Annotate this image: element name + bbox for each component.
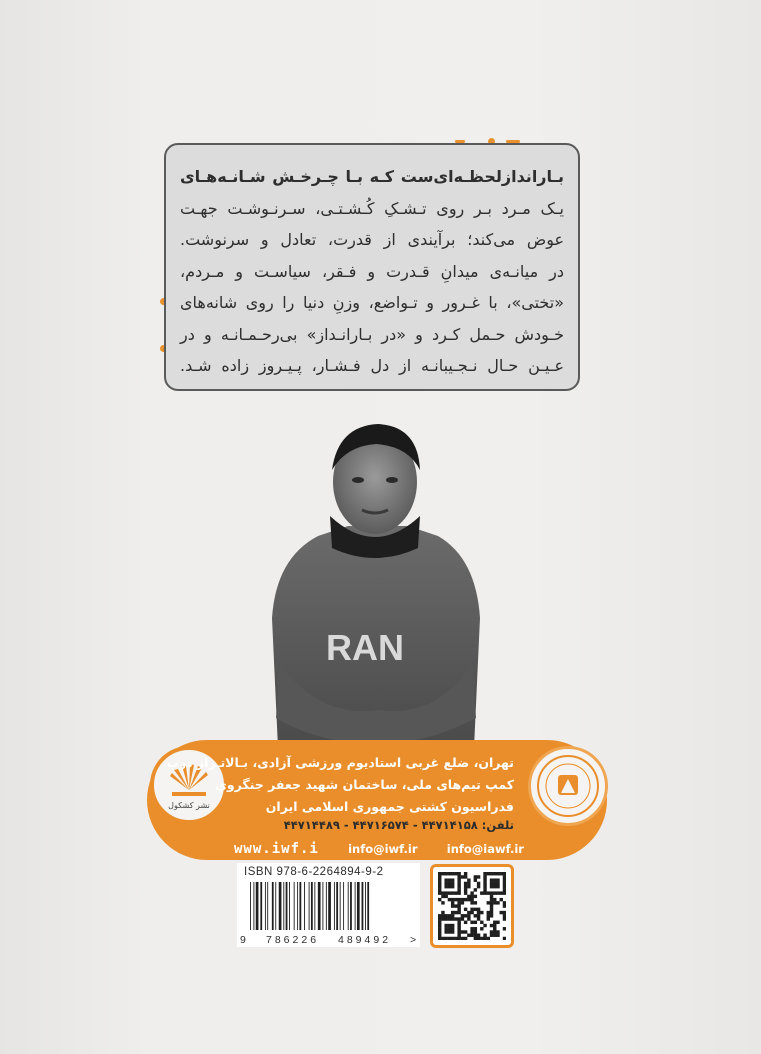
qr-module [451,937,454,940]
qr-module [480,921,483,924]
qr-module [500,911,503,914]
qr-module [470,934,473,937]
qr-module [483,885,486,888]
barcode-bar [336,882,338,930]
qr-module [438,872,441,875]
barcode-bar [348,882,349,930]
qr-module [448,885,451,888]
qr-module [461,914,464,917]
publisher-logo-text: نشر کشکول [168,801,210,810]
barcode-bar [328,882,331,930]
qr-module [470,921,473,924]
barcode-bar [250,882,251,930]
barcode-bar [256,882,259,930]
qr-module [441,937,444,940]
qr-module [493,921,496,924]
qr-module [493,885,496,888]
qr-module [448,882,451,885]
qr-module [441,891,444,894]
qr-module [457,891,460,894]
qr-module [444,927,447,930]
qr-module [490,872,493,875]
qr-module [457,921,460,924]
barcode-bar [283,882,284,930]
qr-module [487,937,490,940]
qr-module [490,908,493,911]
qr-module [457,924,460,927]
barcode-bar [311,882,313,930]
qr-module [454,872,457,875]
qr-module [444,937,447,940]
qr-module [470,891,473,894]
qr-module [457,927,460,930]
blurb-box [164,143,580,391]
qr-code[interactable] [438,872,506,940]
barcode-bar [318,882,321,930]
barcode-bar [350,882,352,930]
qr-module [503,885,506,888]
qr-module [490,895,493,898]
qr-module [503,891,506,894]
qr-module [490,904,493,907]
qr-module [444,872,447,875]
qr-module [490,898,493,901]
qr-module [487,917,490,920]
qr-module [444,882,447,885]
qr-module [454,904,457,907]
qr-module [461,898,464,901]
federation-seal [528,746,608,826]
qr-module [490,930,493,933]
qr-module [448,930,451,933]
qr-module [496,882,499,885]
qr-module [474,927,477,930]
isbn-label: ISBN 978-6-2264894-9-2 [244,866,384,878]
qr-module [496,872,499,875]
qr-module [503,872,506,875]
qr-module [454,898,457,901]
qr-module [461,930,464,933]
qr-module [448,891,451,894]
qr-module [493,898,496,901]
qr-module [493,901,496,904]
qr-module [438,898,441,901]
qr-module [461,937,464,940]
qr-module [500,898,503,901]
qr-module [493,882,496,885]
qr-module [451,878,454,881]
qr-module [493,924,496,927]
qr-module [444,891,447,894]
qr-module [438,878,441,881]
qr-module [457,875,460,878]
blurb-line-6: خـودش حـمل کـرد و «در بـارانـداز» بی‌رحـمـانـه و در [180,324,564,344]
blurb-line-1: بـاراندازلحظـه‌ای‌ست کـه بـا چـرخـش شـانـه‌هـای [180,167,564,186]
barcode-bar [294,882,295,930]
qr-module [490,911,493,914]
qr-module [483,872,486,875]
qr-module [467,895,470,898]
qr-module [474,901,477,904]
qr-module [454,911,457,914]
qr-module [474,914,477,917]
qr-module [496,930,499,933]
qr-module [451,885,454,888]
qr-module [464,891,467,894]
qr-module [467,882,470,885]
qr-module [470,898,473,901]
qr-module [470,911,473,914]
blurb-line-7: عـیـن حـال نـجـیبانـه از دل فـشـار، پـیـروز زاده شـد. [180,356,564,375]
barcode-bar [297,882,298,930]
qr-module [454,937,457,940]
qr-module [438,921,441,924]
qr-module [444,914,447,917]
qr-module [444,930,447,933]
qr-module [477,937,480,940]
qr-module [457,930,460,933]
qr-module [451,917,454,920]
qr-module [444,878,447,881]
qr-module [470,908,473,911]
qr-module [474,934,477,937]
qr-module [496,934,499,937]
qr-module [438,891,441,894]
barcode-bar [279,882,282,930]
qr-module [461,875,464,878]
qr-module [496,878,499,881]
qr-module [477,885,480,888]
qr-module [493,930,496,933]
qr-module [467,914,470,917]
qr-module [457,904,460,907]
qr-module [487,891,490,894]
qr-module [464,888,467,891]
qr-module [503,917,506,920]
publisher-email-1[interactable]: info@iwf.ir [348,842,418,856]
qr-module [438,882,441,885]
qr-module [444,924,447,927]
qr-module [464,908,467,911]
qr-module [464,930,467,933]
qr-module [503,927,506,930]
barcode-bar [314,882,315,930]
address-line-1: تهران، ضلع غربی استادیوم ورزشی آزادی، بـالاتـراز درب [166,755,514,770]
qr-module [448,898,451,901]
barcode-bar [309,882,310,930]
qr-module [483,924,486,927]
qr-module [490,924,493,927]
barcode-bar [365,882,366,930]
barcode-bar [253,882,254,930]
qr-module [464,882,467,885]
qr-module [470,895,473,898]
qr-module [457,937,460,940]
barcode-bar [357,882,360,930]
qr-module [500,872,503,875]
qr-module [441,911,444,914]
qr-module [448,937,451,940]
qr-module [438,934,441,937]
qr-module [448,927,451,930]
qr-module [441,901,444,904]
qr-module [490,878,493,881]
qr-module [438,875,441,878]
barcode-bar [334,882,335,930]
qr-module [461,917,464,920]
qr-module [448,924,451,927]
qr-module [454,891,457,894]
address-line-3: فدراسیون کشتی جمهوری اسلامی ایران [265,799,514,814]
qr-module [483,882,486,885]
qr-module [451,911,454,914]
qr-module [467,934,470,937]
qr-module [448,917,451,920]
qr-module [483,937,486,940]
qr-module [438,937,441,940]
address-line-2: کمپ تیم‌های ملی، ساختمان شهید جعفر جنگروی [215,777,514,792]
barcode-bar [265,882,266,930]
barcode-bar [304,882,305,930]
barcode-bar [340,882,341,930]
qr-module [467,878,470,881]
qr-module [470,930,473,933]
qr-module [500,891,503,894]
qr-module [457,888,460,891]
qr-module [451,914,454,917]
qr-module [441,917,444,920]
qr-module [496,921,499,924]
qr-module [454,917,457,920]
qr-module [487,914,490,917]
barcode-bar [272,882,274,930]
qr-module [503,875,506,878]
barcode-bar [326,882,327,930]
qr-module [457,885,460,888]
publisher-phone: تلفن: ۴۴۷۱۴۱۵۸ - ۴۴۷۱۶۵۷۴ - ۴۴۷۱۴۴۸۹ [283,818,514,832]
barcode-bar [355,882,356,930]
barcode-digits-right: 489492 [338,934,392,946]
qr-module [438,917,441,920]
qr-module [474,878,477,881]
qr-module [464,914,467,917]
qr-module [474,937,477,940]
qr-module [451,882,454,885]
blurb-line-4: در میانـه‌ی میدانِ قـدرت و فـقر، سیاسـت و مـردم، [180,261,564,281]
qr-module [490,914,493,917]
qr-module [441,872,444,875]
qr-module [477,914,480,917]
qr-module [483,934,486,937]
barcode-digits-left: 786226 [266,934,320,946]
qr-module [503,914,506,917]
qr-module [503,904,506,907]
qr-module [483,878,486,881]
barcode-bar [289,882,290,930]
qr-module [490,901,493,904]
barcode-bar [286,882,288,930]
qr-module [503,937,506,940]
qr-module [464,872,467,875]
qr-module [477,882,480,885]
qr-module [441,914,444,917]
publisher-email-2[interactable]: info@iawf.ir [446,842,524,856]
qr-module [464,898,467,901]
qr-module [444,895,447,898]
qr-module [493,878,496,881]
qr-module [480,927,483,930]
qr-module [490,885,493,888]
qr-module [493,927,496,930]
qr-module [474,895,477,898]
qr-module [457,872,460,875]
qr-module [464,875,467,878]
qr-module [448,914,451,917]
qr-module [438,885,441,888]
qr-module [461,901,464,904]
qr-module [457,878,460,881]
qr-module [490,882,493,885]
qr-module [451,891,454,894]
publisher-contacts [234,838,524,860]
qr-module [457,882,460,885]
qr-module [493,934,496,937]
qr-module [444,885,447,888]
publisher-website[interactable]: www.iwf.i [234,841,319,857]
qr-module [467,911,470,914]
blurb-line-2: یـک مـرد بـر روی تـشـکِ کُـشـتـی، سـرنـوشـت جهـت [180,198,564,218]
qr-module [503,878,506,881]
qr-module [480,891,483,894]
qr-module [487,901,490,904]
barcode-digit-end: > [410,934,417,946]
qr-module [448,872,451,875]
barcode-bar [275,882,276,930]
qr-module [451,927,454,930]
qr-module [474,921,477,924]
qr-module [451,930,454,933]
barcode-bar [362,882,364,930]
qr-module [464,921,467,924]
qr-module [483,891,486,894]
qr-module [457,911,460,914]
qr-module [451,898,454,901]
qr-module [477,934,480,937]
barcode-digit-lead: 9 [240,934,246,946]
qr-module [474,875,477,878]
qr-module [487,911,490,914]
qr-module [480,937,483,940]
blurb-line-5: «تختی»، با غـرور و تـواضع، وزنِ دنیا را روی شانه‌های [180,293,564,312]
qr-module [438,914,441,917]
qr-module [496,885,499,888]
qr-module [438,924,441,927]
qr-module [441,895,444,898]
qr-module [457,898,460,901]
qr-module [457,908,460,911]
barcode-bar [367,882,369,930]
qr-module [470,927,473,930]
qr-module [464,885,467,888]
qr-module [438,930,441,933]
qr-module [438,888,441,891]
qr-module [503,901,506,904]
qr-module [451,872,454,875]
qr-module [503,911,506,914]
qr-module [496,891,499,894]
qr-module [474,930,477,933]
qr-module [448,878,451,881]
barcode-bar [343,882,344,930]
qr-module [483,875,486,878]
qr-module [496,901,499,904]
qr-module [474,888,477,891]
qr-module [467,885,470,888]
qr-module [503,882,506,885]
qr-module [467,917,470,920]
qr-module [493,872,496,875]
qr-module [474,908,477,911]
barcode-bar [267,882,268,930]
qr-module [457,934,460,937]
qr-module [487,872,490,875]
qr-module [477,917,480,920]
wrestler-photo [268,418,482,748]
qr-module [477,875,480,878]
qr-module [451,924,454,927]
qr-module [490,891,493,894]
qr-module [457,917,460,920]
qr-module [480,911,483,914]
barcode-bar [299,882,301,930]
qr-module [457,901,460,904]
qr-module [503,888,506,891]
qr-module [464,937,467,940]
qr-module [438,927,441,930]
qr-module [451,904,454,907]
qr-module [467,898,470,901]
qr-module [477,908,480,911]
qr-module [490,934,493,937]
qr-module [483,888,486,891]
qr-module [493,891,496,894]
qr-module [451,901,454,904]
qr-module [477,911,480,914]
barcode-bars [246,882,414,934]
sweater-text: RAN [326,627,404,668]
barcode-bar [322,882,323,930]
barcode-bar [260,882,262,930]
blurb-line-3: عوض می‌کند؛ برآیندی از قدرت، تعادل و سرنوشت. [180,230,564,249]
qr-module [444,917,447,920]
qr-module [470,901,473,904]
